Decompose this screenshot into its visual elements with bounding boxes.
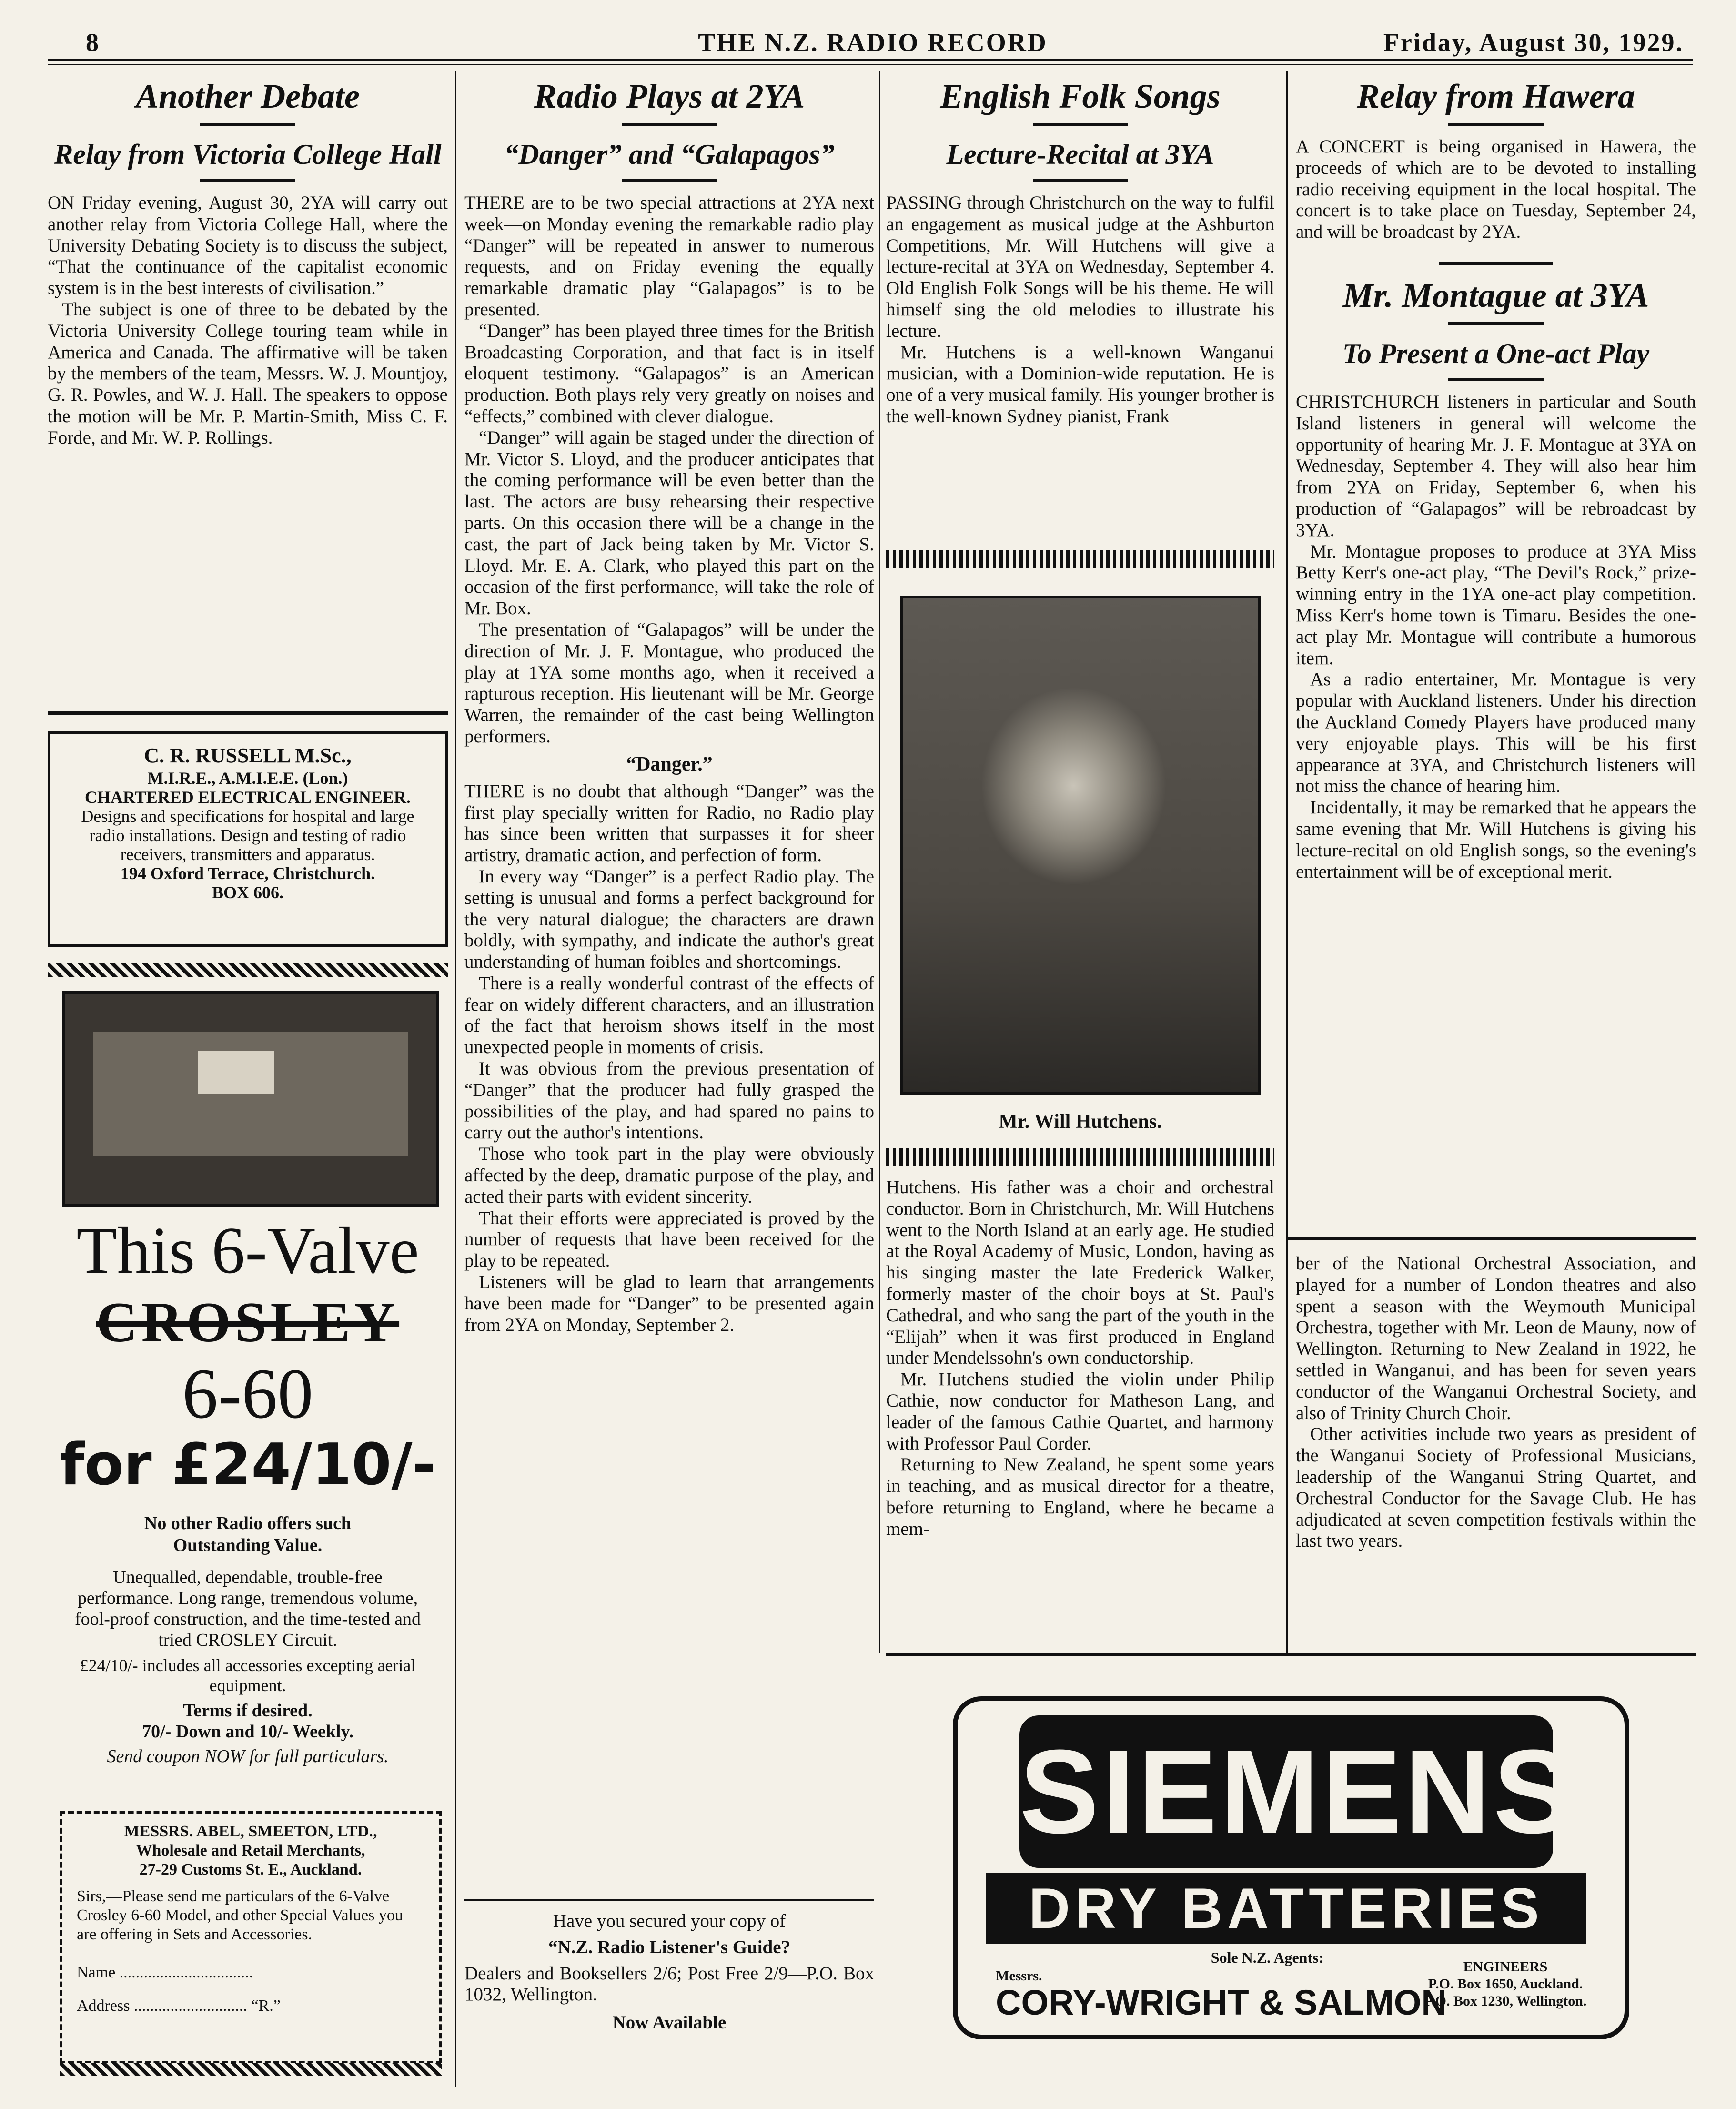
- coupon-code: “R.”: [251, 1997, 281, 2015]
- crosley-line1: This 6-Valve: [76, 1214, 419, 1288]
- siemens-messrs: Messrs.: [996, 1968, 1042, 1984]
- headline-dash: [1448, 322, 1544, 325]
- masthead-rule: [48, 59, 1693, 61]
- siemens-agent-name: CORY-WRIGHT & SALMON: [996, 1983, 1447, 2022]
- russell-address: 194 Oxford Terrace, Christchurch.: [120, 864, 375, 883]
- plays-article: [464, 76, 874, 1336]
- russell-ad: [48, 731, 448, 947]
- crosley-price: for £24/10/-: [59, 1432, 436, 1498]
- danger-para: In every way “Danger” is a perfect Radio play. The setting is unusual and forms a perfect background for the very natural dialogue; the characters are drawn boldly, with sympathy, and indicate the author's great understanding of human foibles and shortcomings.: [464, 866, 874, 973]
- headline-dash: [1033, 123, 1128, 126]
- guide-ad: [464, 1911, 874, 2034]
- russell-name: C. R. RUSSELL M.Sc.,: [144, 744, 352, 767]
- guide-body: Dealers and Booksellers 2/6; Post Free 2/9—P.O. Box 1032, Wellington.: [464, 1963, 874, 2005]
- folk-right-para: ber of the National Orchestral Association, and played for a number of London theatres and also spent a season with the Weymouth Municipal Orchestra, together with Mr. Leon de Mauny, now of Wellington. Returning to New Zealand in 1922, he settled in Wanganui, and has been for seven years conductor of the Wanganui Orchestral Society, and also of Trinity Church Choir.: [1296, 1253, 1696, 1423]
- siemens-engineers: ENGINEERS: [1463, 1959, 1548, 1975]
- coupon-trade: Wholesale and Retail Merchants,: [136, 1842, 365, 1859]
- headline-dash: [1448, 378, 1544, 381]
- danger-para: THERE is no doubt that although “Danger” was the first play specially written for Radio, no Radio play has since been written that surpasses it for sheer artistry, dramatic action, and perfection of form.: [464, 781, 874, 866]
- crosley-accessories: £24/10/- includes all accessories excepting aerial equipment.: [80, 1656, 416, 1695]
- russell-box: BOX 606.: [212, 883, 283, 902]
- hawera-headline: Relay from Hawera: [1357, 77, 1635, 115]
- headline-dash: [622, 179, 717, 182]
- montague-para: Mr. Montague proposes to produce at 3YA Miss Betty Kerr's one-act play, “The Devil's Rock,” prize-winning entry in the 1YA one-act play competition. Miss Kerr's home town is Timaru. Besides the one-act play Mr. Montague will contribute a humorous item.: [1296, 541, 1696, 669]
- section-dash: [1439, 262, 1553, 265]
- masthead: [62, 24, 1684, 62]
- crosley-radio-picture: [62, 991, 439, 1207]
- photo-caption: Mr. Will Hutchens.: [999, 1111, 1162, 1133]
- order-coupon[interactable]: [60, 1811, 442, 2064]
- page-number: 8: [86, 28, 100, 57]
- folk-right-para: Other activities include two years as president of the Wanganui Society of Professional Musicians, leadership of the Wanganui String Quartet, and Orchestral Conductor for the Savage Club. He has adjudicated at seven competition festivals within the last two years.: [1296, 1424, 1696, 1551]
- folk-headline: English Folk Songs: [940, 77, 1221, 115]
- hutchens-portrait: [900, 596, 1261, 1095]
- plays-headline: Radio Plays at 2YA: [534, 77, 805, 115]
- danger-para: There is a really wonderful contrast of the effects of fear on widely different characters, and an illustration of the fact that heroism shows itself in the most unexpected people in moments of crisis.: [464, 973, 874, 1058]
- crosley-terms: Terms if desired.: [183, 1701, 313, 1721]
- plays-subheadline: “Danger” and “Galapagos”: [504, 139, 835, 170]
- column-rule: [879, 71, 880, 1653]
- guide-available: Now Available: [612, 2012, 727, 2033]
- danger-para: It was obvious from the previous presentation of “Danger” that the producer had fully grasped the possibilities of the play, and had spared no pains to carry out the author's intentions.: [464, 1058, 874, 1143]
- section-rule: [48, 711, 448, 715]
- russell-body: Designs and specifications for hospital and large radio installations. Design and testing of radio receivers, transmitters and apparatus.: [81, 807, 414, 864]
- section-rule: [464, 1899, 874, 1901]
- folk-cont-para: Returning to New Zealand, he spent some years in teaching, and as musical director for a theatre, before returning to England, where he became a mem-: [886, 1454, 1274, 1539]
- siemens-brand: SIEMENS: [1019, 1715, 1553, 1868]
- photo-border-top: [886, 550, 1274, 568]
- crosley-brand: CROSLEY: [96, 1290, 400, 1354]
- crosley-border-top: [48, 963, 448, 977]
- guide-question: Have you secured your copy of: [553, 1911, 786, 1931]
- crosley-send-coupon: Send coupon NOW for full particulars.: [107, 1746, 389, 1766]
- danger-para: Those who took part in the play were obviously affected by the deep, dramatic purpose of the play, and acted their parts with evident sincerity.: [464, 1144, 874, 1207]
- folk-cont-para: Mr. Hutchens studied the violin under Philip Cathie, now conductor for Matheson Lang, and leader of the famous Cathie Quartet, and harmony with Professor Paul Corder.: [886, 1369, 1274, 1454]
- montague-para: As a radio entertainer, Mr. Montague is very popular with Auckland listeners. Under his direction the Auckland Comedy Players have produced many very enjoyable plays. This will be his first appearance at 3YA, and Christchurch listeners will not miss the chance of hearing him.: [1296, 669, 1696, 797]
- coupon-firm: MESSRS. ABEL, SMEETON, LTD.,: [124, 1823, 377, 1840]
- coupon-address: 27-29 Customs St. E., Auckland.: [139, 1861, 362, 1878]
- debate-article: [48, 76, 448, 449]
- montague-subheadline: To Present a One-act Play: [1342, 337, 1650, 369]
- guide-title: “N.Z. Radio Listener's Guide?: [548, 1937, 791, 1957]
- plays-para: “Danger” will again be staged under the direction of Mr. Victor S. Lloyd, and the producer anticipates that the coming performance will be even better than the last. The actors are busy rehearsing their respective parts. On this occasion there will be a change in the cast, the part of Jack being taken by Mr. Victor S. Lloyd. Mr. E. A. Clark, who played this part on the occasion of the first performance, will take the role of Mr. Box.: [464, 427, 874, 619]
- headline-dash: [200, 123, 295, 126]
- siemens-box-auckland: P.O. Box 1650, Auckland.: [1428, 1976, 1583, 1992]
- coupon-body: Sirs,—Please send me particulars of the 6-Valve Crosley 6-60 Model, and other Special Values you are offering in Sets and Accessories.: [77, 1887, 403, 1943]
- section-rule: [886, 1653, 1696, 1656]
- montague-para: CHRISTCHURCH listeners in particular and South Island listeners in general will welcome the opportunity of hearing Mr. J. F. Montague at 3YA on Wednesday, September 4. They will also hear him from 2YA on Friday, September 6, when his production of “Galapagos” will be rebroadcast by 3YA.: [1296, 391, 1696, 540]
- section-rule: [1286, 1237, 1696, 1240]
- folk-article-continued: [886, 1177, 1274, 1540]
- issue-date: Friday, August 30, 1929.: [1383, 28, 1684, 57]
- plays-para: The presentation of “Galapagos” will be under the direction of Mr. J. F. Montague, who produced the play at 1YA some months ago, when it received a rapturous reception. His lieutenant will be Mr. George Warren, the remainder of the cast being Wellington performers.: [464, 619, 874, 747]
- paper-title: THE N.Z. RADIO RECORD: [698, 28, 1048, 57]
- crosley-terms-2: 70/- Down and 10/- Weekly.: [142, 1722, 353, 1742]
- headline-dash: [622, 123, 717, 126]
- hawera-article: [1296, 76, 1696, 882]
- column-rule: [455, 71, 456, 2087]
- folk-cont-para: Hutchens. His father was a choir and orchestral conductor. Born in Christchurch, Mr. Will Hutchens went to the North Island at an early age. He studied at the Royal Academy of Music, London, having as his singing master the late Frederick Walker, formerly master of the choir boys at St. Paul's Cathedral, and who sang the part of the youth in the “Elijah” when it was first produced in England under Mendelssohn's own conductorship.: [886, 1177, 1274, 1369]
- column-rule: [1286, 71, 1288, 1653]
- coupon-border-bottom: [60, 2063, 442, 2076]
- headline-dash: [1033, 179, 1128, 182]
- debate-headline: Another Debate: [135, 77, 360, 115]
- debate-subheadline: Relay from Victoria College Hall: [54, 139, 442, 170]
- crosley-desc: Unequalled, dependable, trouble-free performance. Long range, tremendous volume, fool-proof construction, and the time-tested and tried CROSLEY Circuit.: [74, 1567, 421, 1650]
- folk-subheadline: Lecture-Recital at 3YA: [946, 139, 1214, 170]
- coupon-name-field[interactable]: Name .................................: [77, 1964, 253, 1981]
- plays-para: “Danger” has been played three times for the British Broadcasting Corporation, and that fact is in itself eloquent testimony. “Galapagos” is an American production. Both plays rely very greatly on noises and “effects,” combined with clever dialogue.: [464, 320, 874, 426]
- danger-para: Listeners will be glad to learn that arrangements have been made for “Danger” to be presented again from 2YA on Monday, September 2.: [464, 1272, 874, 1335]
- russell-role: CHARTERED ELECTRICAL ENGINEER.: [85, 788, 411, 807]
- folk-article-right: [1296, 1253, 1696, 1552]
- headline-dash: [1448, 123, 1544, 126]
- siemens-ad: [953, 1696, 1629, 2039]
- folk-para: Mr. Hutchens is a well-known Wanganui musician, with a Dominion-wide reputation. He is one of a very musical family. His younger brother is the well-known Sydney pianist, Frank: [886, 342, 1274, 426]
- siemens-box-wellington: P.O. Box 1230, Wellington.: [1424, 1993, 1587, 2009]
- folk-para: PASSING through Christchurch on the way to fulfil an engagement as musical judge at the Ashburton Competitions, Mr. Will Hutchens will give a lecture-recital at 3YA on Wednesday, September 4. Old English Folk Songs will be his theme. He will himself sing the old melodies to illustrate his lecture.: [886, 193, 1274, 341]
- hawera-para: A CONCERT is being organised in Hawera, the proceeds of which are to be devoted to installing radio receiving equipment in the local hospital. The concert is to take place on Tuesday, September 24, and will be broadcast by 2YA.: [1296, 136, 1696, 243]
- crosley-ad: [48, 1215, 448, 1767]
- siemens-agents-label: Sole N.Z. Agents:: [1211, 1949, 1324, 1966]
- montague-headline: Mr. Montague at 3YA: [1342, 276, 1649, 314]
- crosley-tagline-2: Outstanding Value.: [173, 1535, 323, 1555]
- danger-para: That their efforts were appreciated is proved by the number of requests that have been received for the play to be repeated.: [464, 1207, 874, 1271]
- masthead-rule-thin: [48, 64, 1693, 65]
- plays-para: THERE are to be two special attractions at 2YA next week—on Monday evening the remarkable radio play “Danger” will be repeated in answer to numerous requests, and on Friday evening the equally remarkable dramatic play “Galapagos” is to be presented.: [464, 193, 874, 320]
- photo-border-bottom: [886, 1148, 1274, 1166]
- russell-quals: M.I.R.E., A.M.I.E.E. (Lon.): [147, 769, 348, 788]
- coupon-address-field[interactable]: Address ............................: [77, 1997, 247, 2015]
- debate-para: The subject is one of three to be debated by the Victoria University College touring team while in America and Canada. The affirmative will be taken by the members of the team, Messrs. W. J. Mountjoy, G. R. Powles, and W. J. Hall. The speakers to oppose the motion will be Mr. P. Martin-Smith, Miss C. F. Forde, and Mr. W. P. Rollings.: [48, 299, 448, 448]
- crosley-model: 6-60: [182, 1354, 313, 1433]
- crosley-tagline: No other Radio offers such: [144, 1513, 352, 1533]
- headline-dash: [200, 179, 295, 182]
- debate-para: ON Friday evening, August 30, 2YA will carry out another relay from Victoria College Hall, where the University Debating Society is to discuss the subject, “That the continuance of the capitalist economic system is in the best interests of civilisation.”: [48, 193, 448, 299]
- folk-article: [886, 76, 1274, 427]
- siemens-product: DRY BATTERIES: [986, 1873, 1586, 1944]
- montague-para: Incidentally, it may be remarked that he appears the same evening that Mr. Will Hutchens is giving his lecture-recital on old English songs, so the evening's entertainment will be of exceptional merit.: [1296, 797, 1696, 882]
- danger-subhead: “Danger.”: [626, 753, 713, 775]
